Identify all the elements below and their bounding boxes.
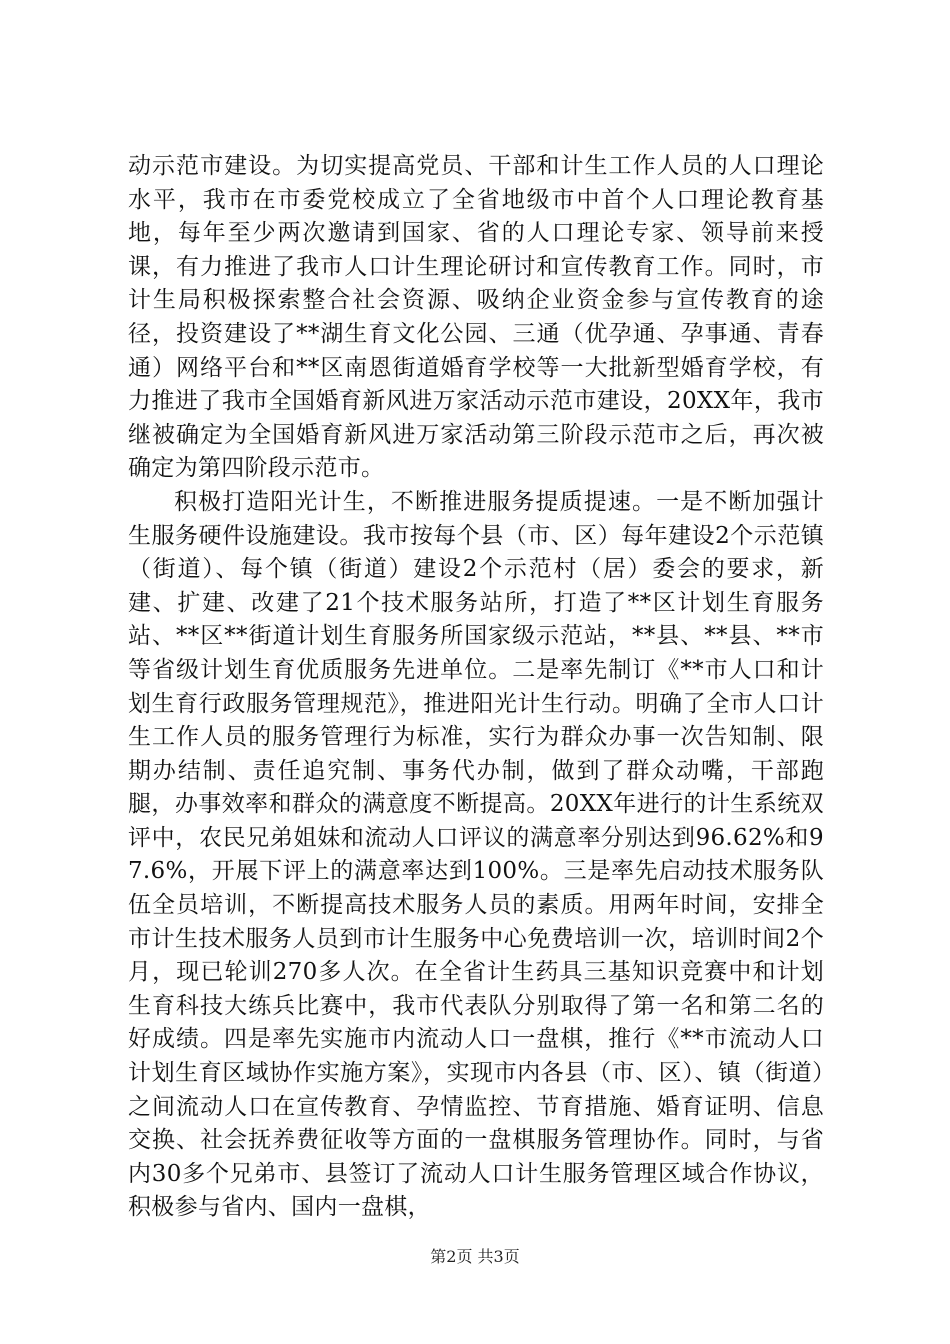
paragraph-1: 动示范市建设。为切实提高党员、干部和计生工作人员的人口理论水平，我市在市委党校成立了全省地级市中首个人口理论教育基地，每年至少两次邀请到国家、省的人口理论专家、领导前来授课，有力推进了我市人口计生理论研讨和宣传教育工作。同时，市计生局积极探索整合社会资源、吸纳企业资金参与宣传教育的途径，投资建设了**湖生育文化公园、三通（优孕通、孕事通、青春通）网络平台和**区南恩街道婚育学校等一大批新型婚育学校，有力推进了我市全国婚育新风进万家活动示范市建设，20XX年，我市继被确定为全国婚育新风进万家活动第三阶段示范市之后，再次被确定为第四阶段示范市。 [128, 153, 824, 482]
paragraph-2: 积极打造阳光计生，不断推进服务提质提速。一是不断加强计生服务硬件设施建设。我市按每个县（市、区）每年建设2个示范镇（街道）、每个镇（街道）建设2个示范村（居）委会的要求，新建、扩建、改建了21个技术服务站所，打造了**区计划生育服务站、**区**街道计划生育服务所国家级示范站，**县、**县、**市等省级计划生育优质服务先进单位。二是率先制订《**市人口和计划生育行政服务管理规范》，推进阳光计生行动。明确了全市人口计生工作人员的服务管理行为标准，实行为群众办事一次告知制、限期办结制、责任追究制、事务代办制，做到了群众动嘴，干部跑腿，办事效率和群众的满意度不断提高。20XX年进行的计生系统双评中，农民兄弟姐妹和流动人口评议的满意率分别达到96.62%和97.6%，开展下评上的满意率达到100%。三是率先启动技术服务队伍全员培训，不断提高技术服务人员的素质。用两年时间，安排全市计生技术服务人员到市计生服务中心免费培训一次，培训时间2个月，现已轮训270多人次。在全省计生药具三基知识竞赛中和计划生育科技大练兵比赛中，我市代表队分别取得了第一名和第二名的好成绩。四是率先实施市内流动人口一盘棋，推行《**市流动人口计划生育区域协作实施方案》，实现市内各县（市、区）、镇（街道）之间流动人口在宣传教育、孕情监控、节育措施、婚育证明、信息交换、社会抚养费征收等方面的一盘棋服务管理协作。同时，与省内30多个兄弟市、县签订了流动人口计生服务管理区域合作协议，积极参与省内、国内一盘棋， [128, 488, 824, 1221]
document-body [128, 150, 824, 1225]
page-footer: 第2页 共3页 [430, 1247, 520, 1266]
